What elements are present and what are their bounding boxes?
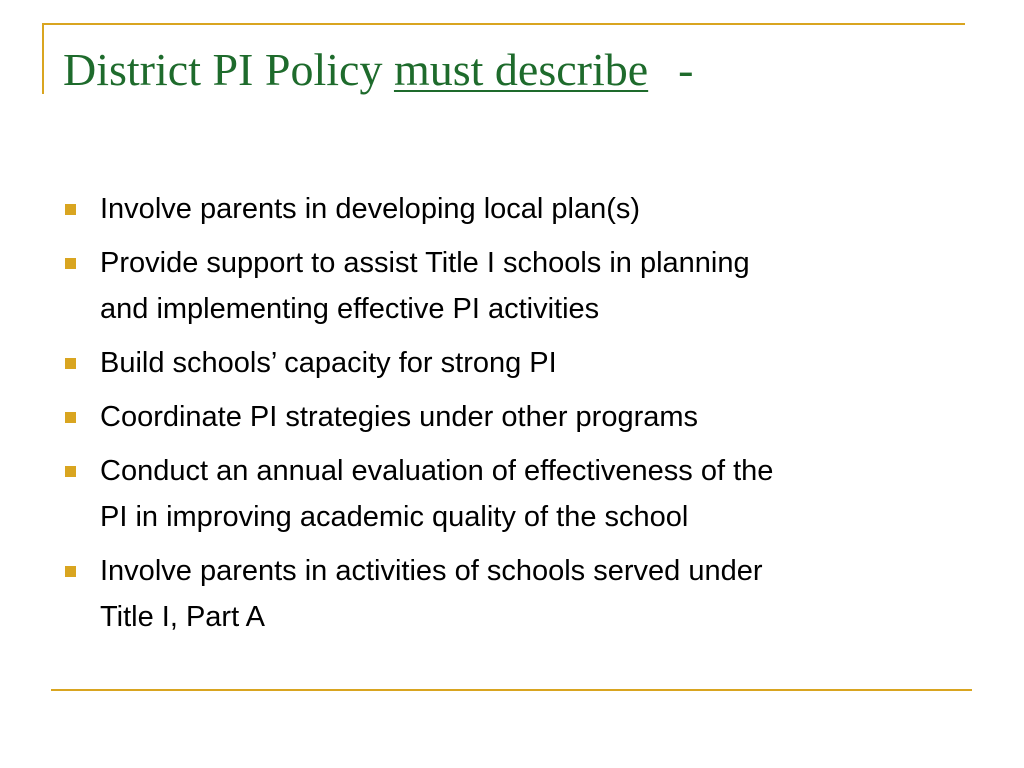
- bullet-item: [60, 448, 960, 540]
- square-bullet-icon: [65, 466, 76, 477]
- bullet-line-1: Conduct an annual evaluation of effectiveness of the: [100, 455, 774, 487]
- square-bullet-icon: [65, 412, 76, 423]
- bullet-line-2: Title I, Part A: [100, 601, 265, 633]
- square-bullet-icon: [65, 358, 76, 369]
- square-bullet-icon: [65, 566, 76, 577]
- bullet-line-1: Involve parents in developing local plan(s): [100, 193, 641, 225]
- bullet-item: [60, 186, 960, 232]
- bullet-item: [60, 548, 960, 640]
- bullet-line-1: Build schools’ capacity for strong PI: [100, 347, 557, 379]
- square-bullet-icon: [65, 204, 76, 215]
- bullet-line-1: Provide support to assist Title I schools in planning: [100, 247, 750, 279]
- title-suffix: -: [678, 44, 694, 95]
- bullet-line-2: and implementing effective PI activities: [100, 293, 600, 325]
- bullet-item: [60, 240, 960, 332]
- title-underlined: must describe: [393, 44, 649, 95]
- frame-top-line: [42, 23, 965, 25]
- bullet-line-2: PI in improving academic quality of the school: [100, 501, 689, 533]
- frame-left-line: [42, 23, 44, 94]
- frame-bottom-line: [51, 689, 972, 691]
- bullet-list: [60, 186, 960, 648]
- square-bullet-icon: [65, 258, 76, 269]
- bullet-item: [60, 394, 960, 440]
- title-prefix: District PI Policy: [63, 44, 383, 95]
- bullet-line-1: Involve parents in activities of schools served under: [100, 555, 763, 587]
- slide-title: [63, 40, 694, 100]
- bullet-line-1: Coordinate PI strategies under other programs: [100, 401, 699, 433]
- bullet-item: [60, 340, 960, 386]
